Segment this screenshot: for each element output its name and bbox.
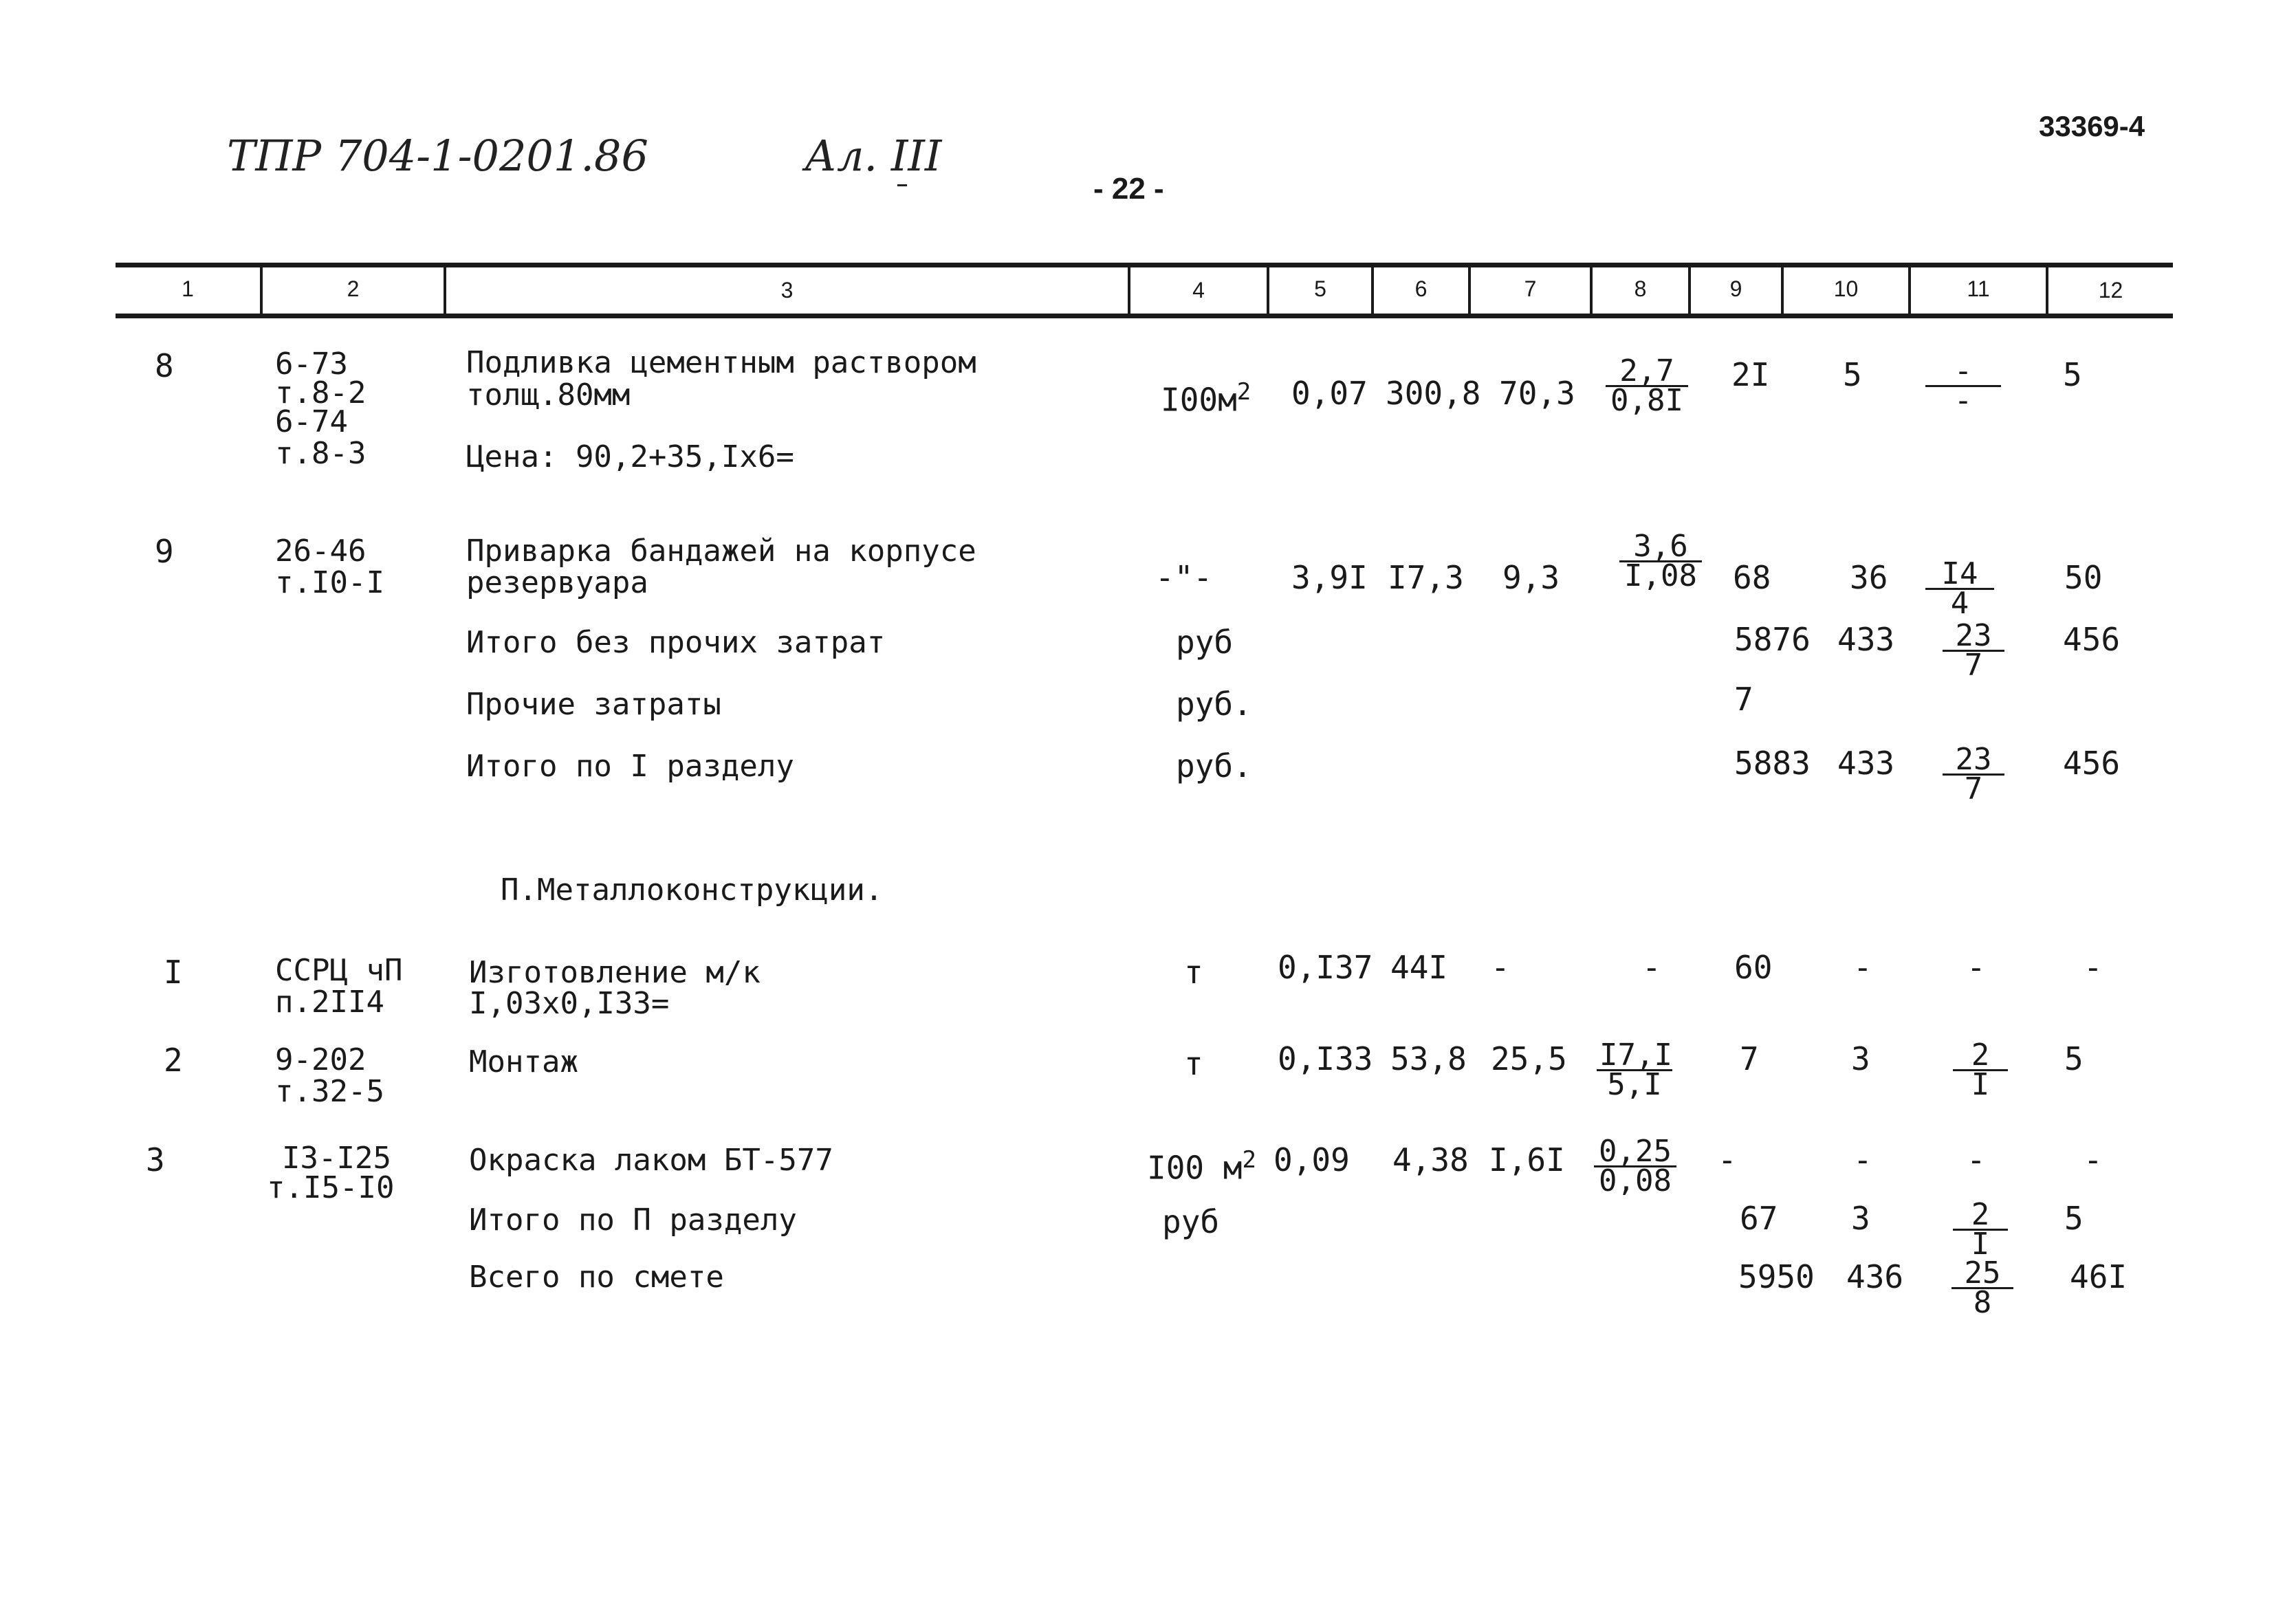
page-number: - 22 - <box>1093 172 1164 206</box>
col-header-5: 5 <box>1314 276 1326 301</box>
col12-value: 50 <box>2064 559 2103 596</box>
col-header-10: 10 <box>1833 276 1859 301</box>
col10-value: - <box>1853 1141 1872 1178</box>
col-header-4: 4 <box>1192 278 1205 303</box>
col6-value: 53,8 <box>1390 1040 1467 1077</box>
quantity: 0,07 <box>1291 375 1368 412</box>
unit-ditto: -"- <box>1155 559 1213 596</box>
col6-value: 44I <box>1390 949 1448 986</box>
col9-value: 5876 <box>1734 621 1811 658</box>
col7-value: I,6I <box>1489 1141 1565 1178</box>
col11-fraction: $\frac{2}{I}$ <box>1953 1042 2008 1099</box>
row-number: 9 <box>155 533 174 570</box>
quantity: 0,I37 <box>1278 949 1373 986</box>
row-number: I <box>164 954 183 991</box>
col9-value: 68 <box>1733 559 1771 596</box>
col10-value: 433 <box>1837 621 1895 658</box>
col6-value: I7,3 <box>1388 559 1464 596</box>
col11-fraction: - - <box>1925 358 2001 415</box>
col8-fraction: $\frac{2,7}{0,8I}$ <box>1606 358 1688 415</box>
norm-table: т.I0-I <box>275 565 384 600</box>
col12-value: 456 <box>2063 745 2121 782</box>
row-number: 3 <box>146 1141 165 1178</box>
col9-value: 5950 <box>1738 1258 1815 1295</box>
col10-value: 3 <box>1851 1200 1870 1237</box>
col12-value: 5 <box>2063 356 2082 393</box>
norm-code: 6-73 <box>275 347 348 382</box>
price-formula: Цена: 90,2+35,Iх6= <box>466 439 794 474</box>
col9-value: 2I <box>1731 356 1770 393</box>
norm-code: 6-74 <box>275 404 348 439</box>
norm-table: т.32-5 <box>275 1074 384 1109</box>
col12-value: 5 <box>2064 1040 2084 1077</box>
unit: руб <box>1162 1203 1220 1240</box>
col12-value: 456 <box>2063 621 2121 658</box>
document-number: 33369-4 <box>2039 110 2145 142</box>
grand-total-label: Всего по смете <box>469 1260 724 1295</box>
col7-value: 25,5 <box>1491 1040 1567 1077</box>
col10-value: 433 <box>1837 745 1895 782</box>
unit: т <box>1184 1045 1203 1082</box>
total-label: Итого без прочих затрат <box>466 625 886 660</box>
norm-table: т.I5-I0 <box>267 1170 395 1205</box>
col10-value: 3 <box>1851 1040 1870 1077</box>
col8-fraction: $\frac{I7,I}{5,I}$ <box>1597 1042 1672 1099</box>
col-header-6: 6 <box>1414 276 1428 301</box>
table-header-bottom-border <box>116 314 2173 318</box>
total-label: Итого по I разделу <box>466 749 794 784</box>
work-description: Приварка бандажей на корпусе <box>466 534 976 569</box>
col-header-11: 11 <box>1967 276 1990 301</box>
col11-fraction: $\frac{25}{8}$ <box>1952 1260 2013 1317</box>
col12-value: 46I <box>2070 1258 2128 1295</box>
album-underline <box>897 184 907 186</box>
other-costs-label: Прочие затраты <box>466 687 721 722</box>
col11-fraction: $\frac{I4}{4}$ <box>1925 560 1994 617</box>
work-description: Подливка цементным раствором <box>466 345 976 380</box>
total-label: Итого по П разделу <box>469 1203 797 1238</box>
col8-fraction: $\frac{3,6}{I,08}$ <box>1619 533 1702 590</box>
col8-fraction: $\frac{0,25}{0,08}$ <box>1594 1138 1676 1195</box>
table-top-border <box>116 263 2173 267</box>
col7-value: 70,3 <box>1499 375 1575 412</box>
norm-code: 26-46 <box>275 534 367 569</box>
unit: руб. <box>1176 685 1252 723</box>
col-header-3: 3 <box>780 278 794 303</box>
col-header-7: 7 <box>1524 276 1537 301</box>
col11-fraction: $\frac{23}{7}$ <box>1943 622 2004 679</box>
norm-table: т.8-3 <box>275 436 367 471</box>
col6-value: 300,8 <box>1386 375 1481 412</box>
quantity: 0,09 <box>1273 1141 1350 1178</box>
unit: I00 $м^2$ <box>1147 1146 1256 1187</box>
norm-code: ССРЦ чП <box>275 953 403 988</box>
col11-value: - <box>1967 1141 1986 1178</box>
quantity: 0,I33 <box>1278 1040 1373 1077</box>
col10-value: 5 <box>1843 356 1862 393</box>
row-number: 2 <box>164 1042 183 1079</box>
row-number: 8 <box>155 347 174 384</box>
handwritten-document-code: ТПР 704-1-0201.86 <box>227 131 648 181</box>
col-header-12: 12 <box>2098 278 2123 303</box>
norm-table: т.8-2 <box>275 375 367 410</box>
work-description-cont: толщ.80мм <box>466 377 631 413</box>
col8-value: - <box>1642 949 1661 986</box>
norm-code: I3-I25 <box>282 1141 391 1176</box>
col-header-2: 2 <box>347 276 360 301</box>
col12-value: 5 <box>2064 1200 2084 1237</box>
col9-value: 67 <box>1740 1200 1778 1237</box>
unit: т <box>1184 954 1203 991</box>
unit: $I00м^2$ <box>1161 378 1251 419</box>
col7-value: 9,3 <box>1502 559 1560 596</box>
col6-value: 4,38 <box>1392 1141 1469 1178</box>
col9-value: 7 <box>1740 1040 1759 1077</box>
norm-code: 9-202 <box>275 1042 367 1077</box>
col12-value: - <box>2084 1141 2103 1178</box>
col12-value: - <box>2084 949 2103 986</box>
col9-value: 7 <box>1734 681 1753 718</box>
work-description: Монтаж <box>469 1044 578 1079</box>
col11-fraction: $\frac{23}{7}$ <box>1943 746 2004 803</box>
col10-value: - <box>1853 949 1872 986</box>
col10-value: 36 <box>1850 559 1888 596</box>
col-header-8: 8 <box>1634 276 1647 301</box>
work-description: Изготовление м/к <box>469 955 761 990</box>
work-description-cont: резервуара <box>466 565 648 600</box>
unit: руб. <box>1176 747 1252 784</box>
work-description: Окраска лаком БТ-577 <box>469 1143 833 1178</box>
section-2-title: П.Металлоконструкции. <box>501 873 884 908</box>
col-header-9: 9 <box>1729 276 1742 301</box>
work-description-cont: I,03х0,I33= <box>469 986 670 1021</box>
handwritten-album-number: Ал. III <box>805 131 942 181</box>
quantity: 3,9I <box>1291 559 1368 596</box>
col9-value: 60 <box>1734 949 1773 986</box>
col9-value: 5883 <box>1734 745 1811 782</box>
col11-fraction: $\frac{2}{I}$ <box>1953 1201 2008 1258</box>
col7-value: - <box>1491 949 1510 986</box>
norm-table: п.2II4 <box>275 985 384 1020</box>
col-header-1: 1 <box>182 276 194 301</box>
col9-value: - <box>1718 1141 1737 1178</box>
col10-value: 436 <box>1846 1258 1904 1295</box>
col11-value: - <box>1967 949 1986 986</box>
unit: руб <box>1176 624 1234 661</box>
